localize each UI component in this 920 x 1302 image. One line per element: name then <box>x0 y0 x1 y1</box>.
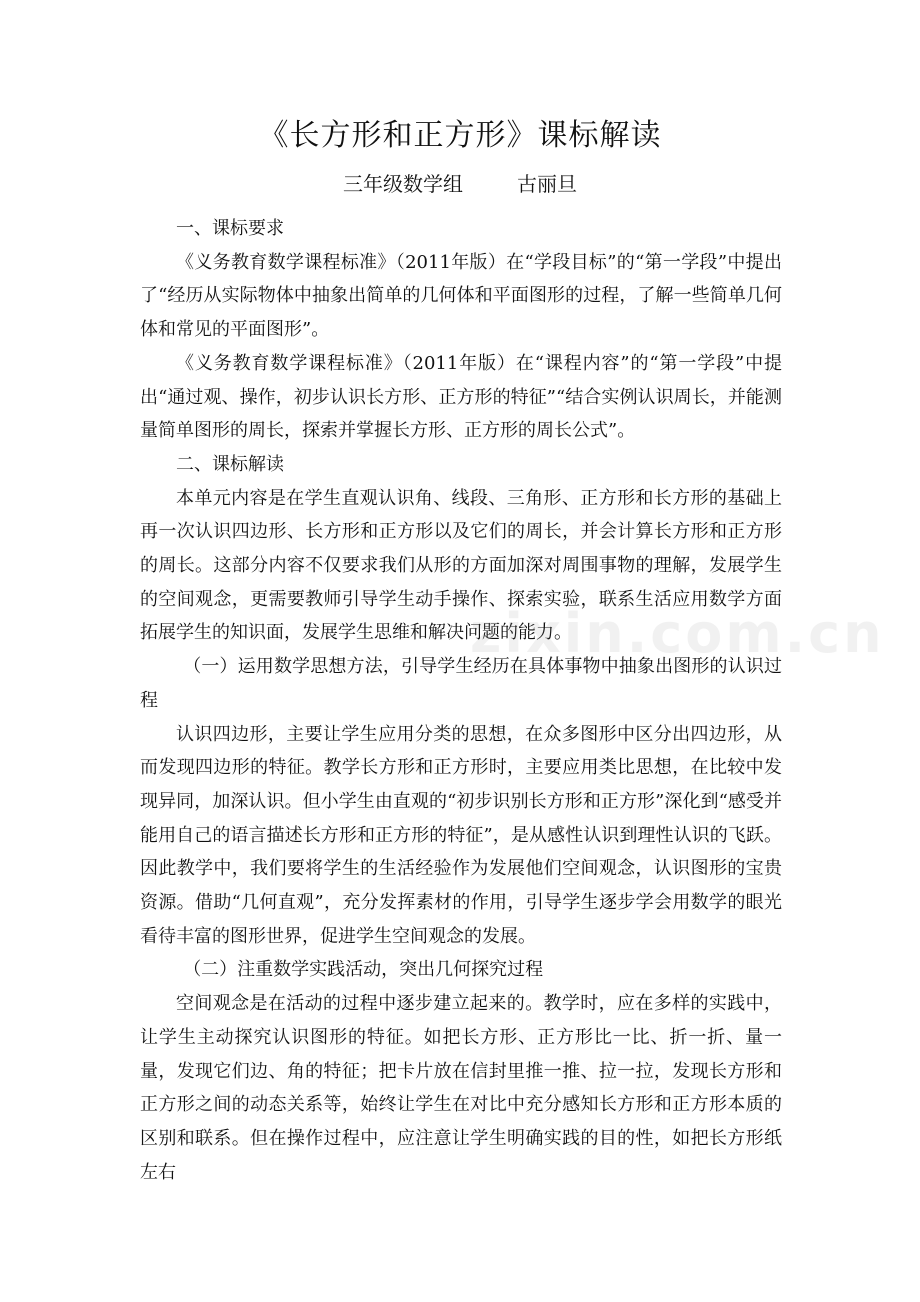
section-heading-1: 一、课标要求 <box>176 218 284 239</box>
watermark: zixin.com.cn <box>470 602 885 665</box>
section-heading-2: 二、课标解读 <box>176 453 284 475</box>
page-title: 《长方形和正方形》课标解读 <box>258 118 662 153</box>
paragraph: 《义务教育数学课程标准》（2011年版）在“课程内容”的“第一学段”中提出“通过观、操作，初步认识长方形、正方形的特征”“结合实例认识周长，并能测量简单图形的周长，探索并掌握长方形、正方形的周长公式”。 <box>140 352 782 442</box>
subsection-heading-1: （一）运用数学思想方法，引导学生经历在具体事物中抽象出图形的认识过程 <box>140 656 782 711</box>
group-name: 三年级数学组 <box>343 172 463 196</box>
paragraph: 空间观念是在活动的过程中逐步建立起来的。教学时，应在多样的实践中，让学生主动探究认识图形的特征。如把长方形、正方形比一比、折一折、量一量，发现它们边、角的特征；把卡片放在信封里推一推、拉一拉，发现长方形和正方形之间的动态关系等，始终让学生在对比中充分感知长方形和正方形本质的区别和联系。但在操作过程中，应注意让学生明确实践的目的性，如把长方形纸左右 <box>140 993 782 1183</box>
subsection-heading-2: （二）注重数学实践活动，突出几何探究过程 <box>183 959 544 981</box>
document-body <box>140 212 782 1189</box>
paragraph: 《义务教育数学课程标准》（2011年版）在“学段目标”的“第一学段”中提出了“经历从实际物体中抽象出简单的几何体和平面图形的过程，了解一些简单几何体和常见的平面图形”。 <box>140 251 782 341</box>
author-line <box>0 166 920 202</box>
paragraph: 本单元内容是在学生直观认识角、线段、三角形、正方形和长方形的基础上再一次认识四边形、长方形和正方形以及它们的周长，并会计算长方形和正方形的周长。这部分内容不仅要求我们从形的方面加深对周围事物的理解，发展学生的空间观念，更需要教师引导学生动手操作、探索实验，联系生活应用数学方面拓展学生的知识面，发展学生思维和解决问题的能力。 <box>140 487 782 644</box>
paragraph: 认识四边形，主要让学生应用分类的思想，在众多图形中区分出四边形，从而发现四边形的特征。教学长方形和正方形时，主要应用类比思想，在比较中发现异同，加深认识。但小学生由直观的“初步识别长方形和正方形”深化到“感受并能用自己的语言描述长方形和正方形的特征”，是从感性认识到理性认识的飞跃。因此教学中，我们要将学生的生活经验作为发展他们空间观念，认识图形的宝贵资源。借助“几何直观”，充分发挥素材的作用，引导学生逐步学会用数学的眼光看待丰富的图形世界，促进学生空间观念的发展。 <box>140 723 782 947</box>
author-name: 古丽旦 <box>517 172 577 196</box>
